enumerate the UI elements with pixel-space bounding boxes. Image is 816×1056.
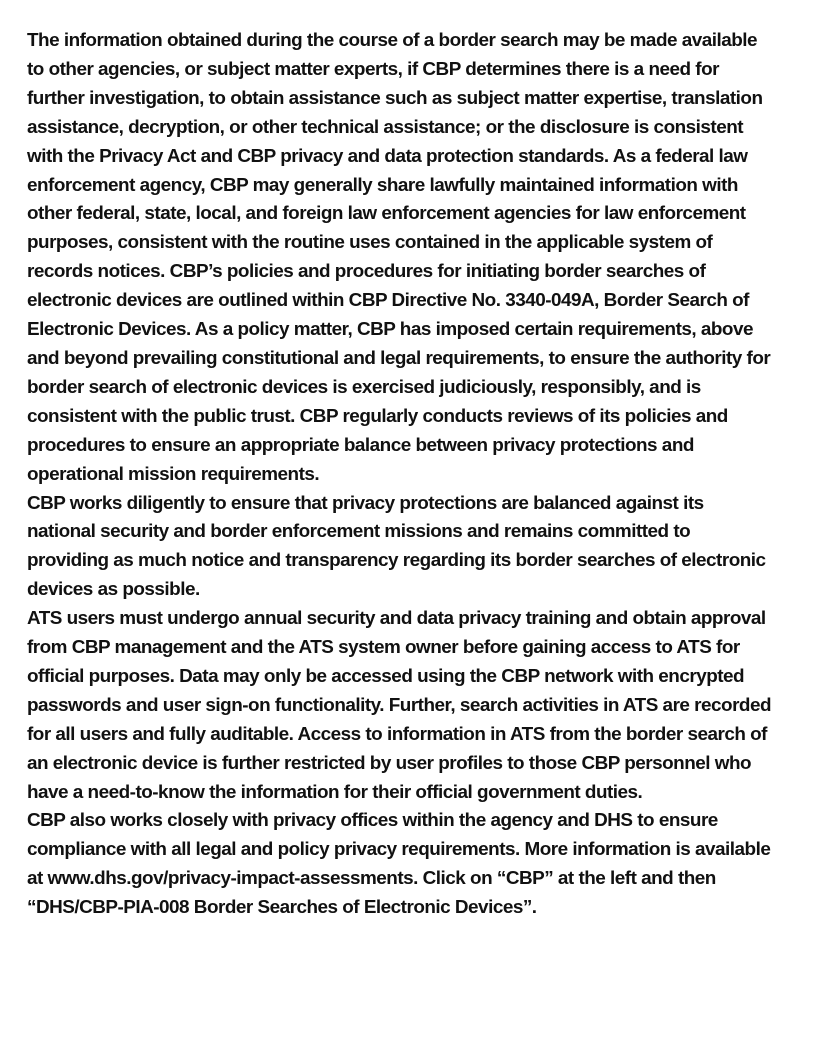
paragraph-information-sharing: The information obtained during the course of a border search may be made available to other agencies, or subject matter experts, if CBP determines there is a need for further investigation, to obtain assistance such as subject matter expertise, translation assistance, decryption, or other technical assistance; or the disclosure is consistent with the Privacy Act and CBP privacy and data protection standards. As a federal law enforcement agency, CBP may generally share lawfully maintained information with other federal, state, local, and foreign law enforcement agencies for law enforcement purposes, consistent with the routine uses contained in the applicable system of records notices. CBP’s policies and procedures for initiating border searches of electronic devices are outlined within CBP Directive No. 3340-049A, Border Search of Electronic Devices. As a policy matter, CBP has imposed certain requirements, above and beyond prevailing constitutional and legal requirements, to ensure the authority for border search of electronic devices is exercised judiciously, responsibly, and is consistent with the public trust. CBP regularly conducts reviews of its policies and procedures to ensure an appropriate balance between privacy protections and operational mission requirements.: [27, 30, 771, 485]
paragraph-privacy-commitment: CBP works diligently to ensure that privacy protections are balanced against its national security and border enforcement missions and remains committed to providing as much notice and transparency regarding its border searches of electronic devices as possible.: [27, 492, 766, 601]
paragraph-privacy-offices: CBP also works closely with privacy offices within the agency and DHS to ensure compliance with all legal and policy privacy requirements. More information is available at www.dhs.gov/privacy-impact-assessments. Click on “CBP” at the left and then “DHS/CBP-PIA-008 Border Searches of Electronic Devices”.: [27, 810, 771, 919]
paragraph-ats-access: ATS users must undergo annual security and data privacy training and obtain approval from CBP management and the ATS system owner before gaining access to ATS for official purposes. Data may only be accessed using the CBP network with encrypted passwords and user sign-on functionality. Further, search activities in ATS are recorded for all users and fully auditable. Access to information in ATS from the border search of an electronic device is further restricted by user profiles to those CBP personnel who have a need-to-know the information for their official government duties.: [27, 608, 772, 803]
document-body: [27, 27, 773, 923]
